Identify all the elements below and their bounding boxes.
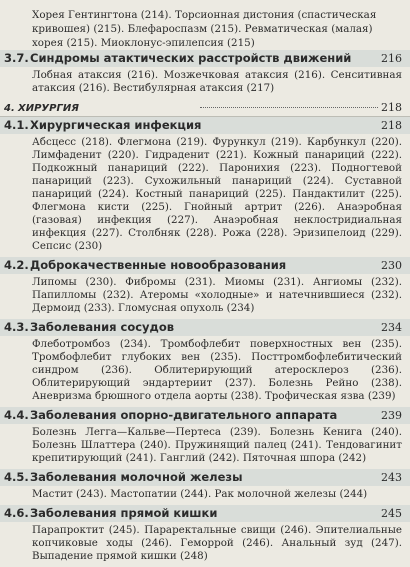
section-page: 216	[381, 52, 402, 65]
section-heading	[0, 257, 410, 274]
section-4-5	[0, 469, 410, 505]
section-number: 4.3.	[4, 320, 29, 334]
section-heading	[0, 469, 410, 486]
chapter-page: 218	[381, 101, 402, 114]
section-4-3	[0, 319, 410, 407]
section-entries: Болезнь Легга—Кальве—Пертеса (239). Болезнь Кенига (240). Болезнь Шлаттера (240). Пружинящий палец (241). Тендовагинит крепитирующий (241). Ганглий (242). Пяточная шпора (242)	[32, 426, 402, 464]
chapter-heading	[0, 99, 410, 117]
section-page: 243	[381, 471, 402, 484]
section-title: Хирургическая инфекция	[30, 118, 202, 132]
section-page: 234	[381, 321, 402, 334]
section-4-2	[0, 257, 410, 319]
section-heading	[0, 505, 410, 522]
section-entries: Мастит (243). Мастопатии (244). Рак молочной железы (244)	[32, 488, 368, 500]
section-number: 4.5.	[4, 470, 29, 484]
leader-dots	[200, 107, 379, 108]
chapter-number: 4.	[4, 103, 15, 114]
section-4-6	[0, 505, 410, 567]
section-title: Заболевания прямой кишки	[30, 506, 218, 520]
section-number: 4.6.	[4, 506, 29, 520]
continued-entries: Хорея Гентингтона (214). Торсионная дистония (спастическая кривошея) (215). Блефароспазм (215). Ревматическая (малая) хорея (215). Миоклонус-эпилепсия (215)	[32, 9, 377, 49]
section-entries: Липомы (230). Фибромы (231). Миомы (231). Ангиомы (232). Папилломы (232). Атеромы «холодные» и натечнившиеся (232). Дермоид (233). Гломусная опухоль (234)	[32, 276, 402, 314]
section-title: Заболевания опорно-двигательного аппарата	[30, 408, 338, 422]
section-entries: Флеботромбоз (234). Тромбофлебит поверхностных вен (235). Тромбофлебит глубоких вен (235). Посттромбофлебитический синдром (236). Облитерирующий атеросклероз (236). Облитерирующий эндартериит (237). Болезнь Рейно (238). Аневризма брюшного отдела аорты (238). Трофическая язва (239)	[32, 338, 402, 402]
section-page: 230	[381, 259, 402, 272]
section-page: 245	[381, 507, 402, 520]
section-page: 239	[381, 409, 402, 422]
section-number: 4.4.	[4, 408, 29, 422]
section-heading	[0, 117, 410, 134]
section-heading	[0, 407, 410, 424]
section-number: 4.1.	[4, 118, 29, 132]
chapter-title: ХИРУРГИЯ	[18, 103, 79, 114]
section-number: 4.2.	[4, 258, 29, 272]
section-entries: Абсцесс (218). Флегмона (219). Фурункул (219). Карбункул (220). Лимфаденит (220). Гидраденит (221). Кожный панариций (222). Подкожный панариций (222). Паронихия (223). Подногтевой панариций (223). Сухожильный панариций (224). Суставной панариций (224). Костный панариций (225). Пандактилит (225). Флегмона кисти (225). Гнойный артрит (226). Анаэробная (газовая) инфекция (227). Анаэробная неклостридиальная инфекция (227). Столбняк (228). Рожа (228). Эризипелоид (229). Сепсис (230)	[32, 136, 402, 252]
section-4-4	[0, 407, 410, 469]
section-title: Доброкачественные новообразования	[30, 258, 287, 272]
section-entries: Лобная атаксия (216). Мозжечковая атаксия (216). Сенситивная атаксия (216). Вестибулярная атаксия (217)	[32, 69, 402, 94]
section-title: Заболевания сосудов	[30, 320, 175, 334]
section-number: 3.7.	[4, 51, 29, 65]
section-page: 218	[381, 119, 402, 132]
section-heading	[0, 319, 410, 336]
section-4-1	[0, 117, 410, 257]
section-3-7	[0, 50, 410, 99]
section-title: Синдромы атактических расстройств движений	[30, 51, 352, 65]
section-heading	[0, 50, 410, 67]
section-entries: Парапроктит (245). Параректальные свищи (246). Эпителиальные копчиковые ходы (246). Геморрой (246). Анальный зуд (247). Выпадение прямой кишки (248)	[32, 524, 402, 562]
section-title: Заболевания молочной железы	[30, 470, 243, 484]
